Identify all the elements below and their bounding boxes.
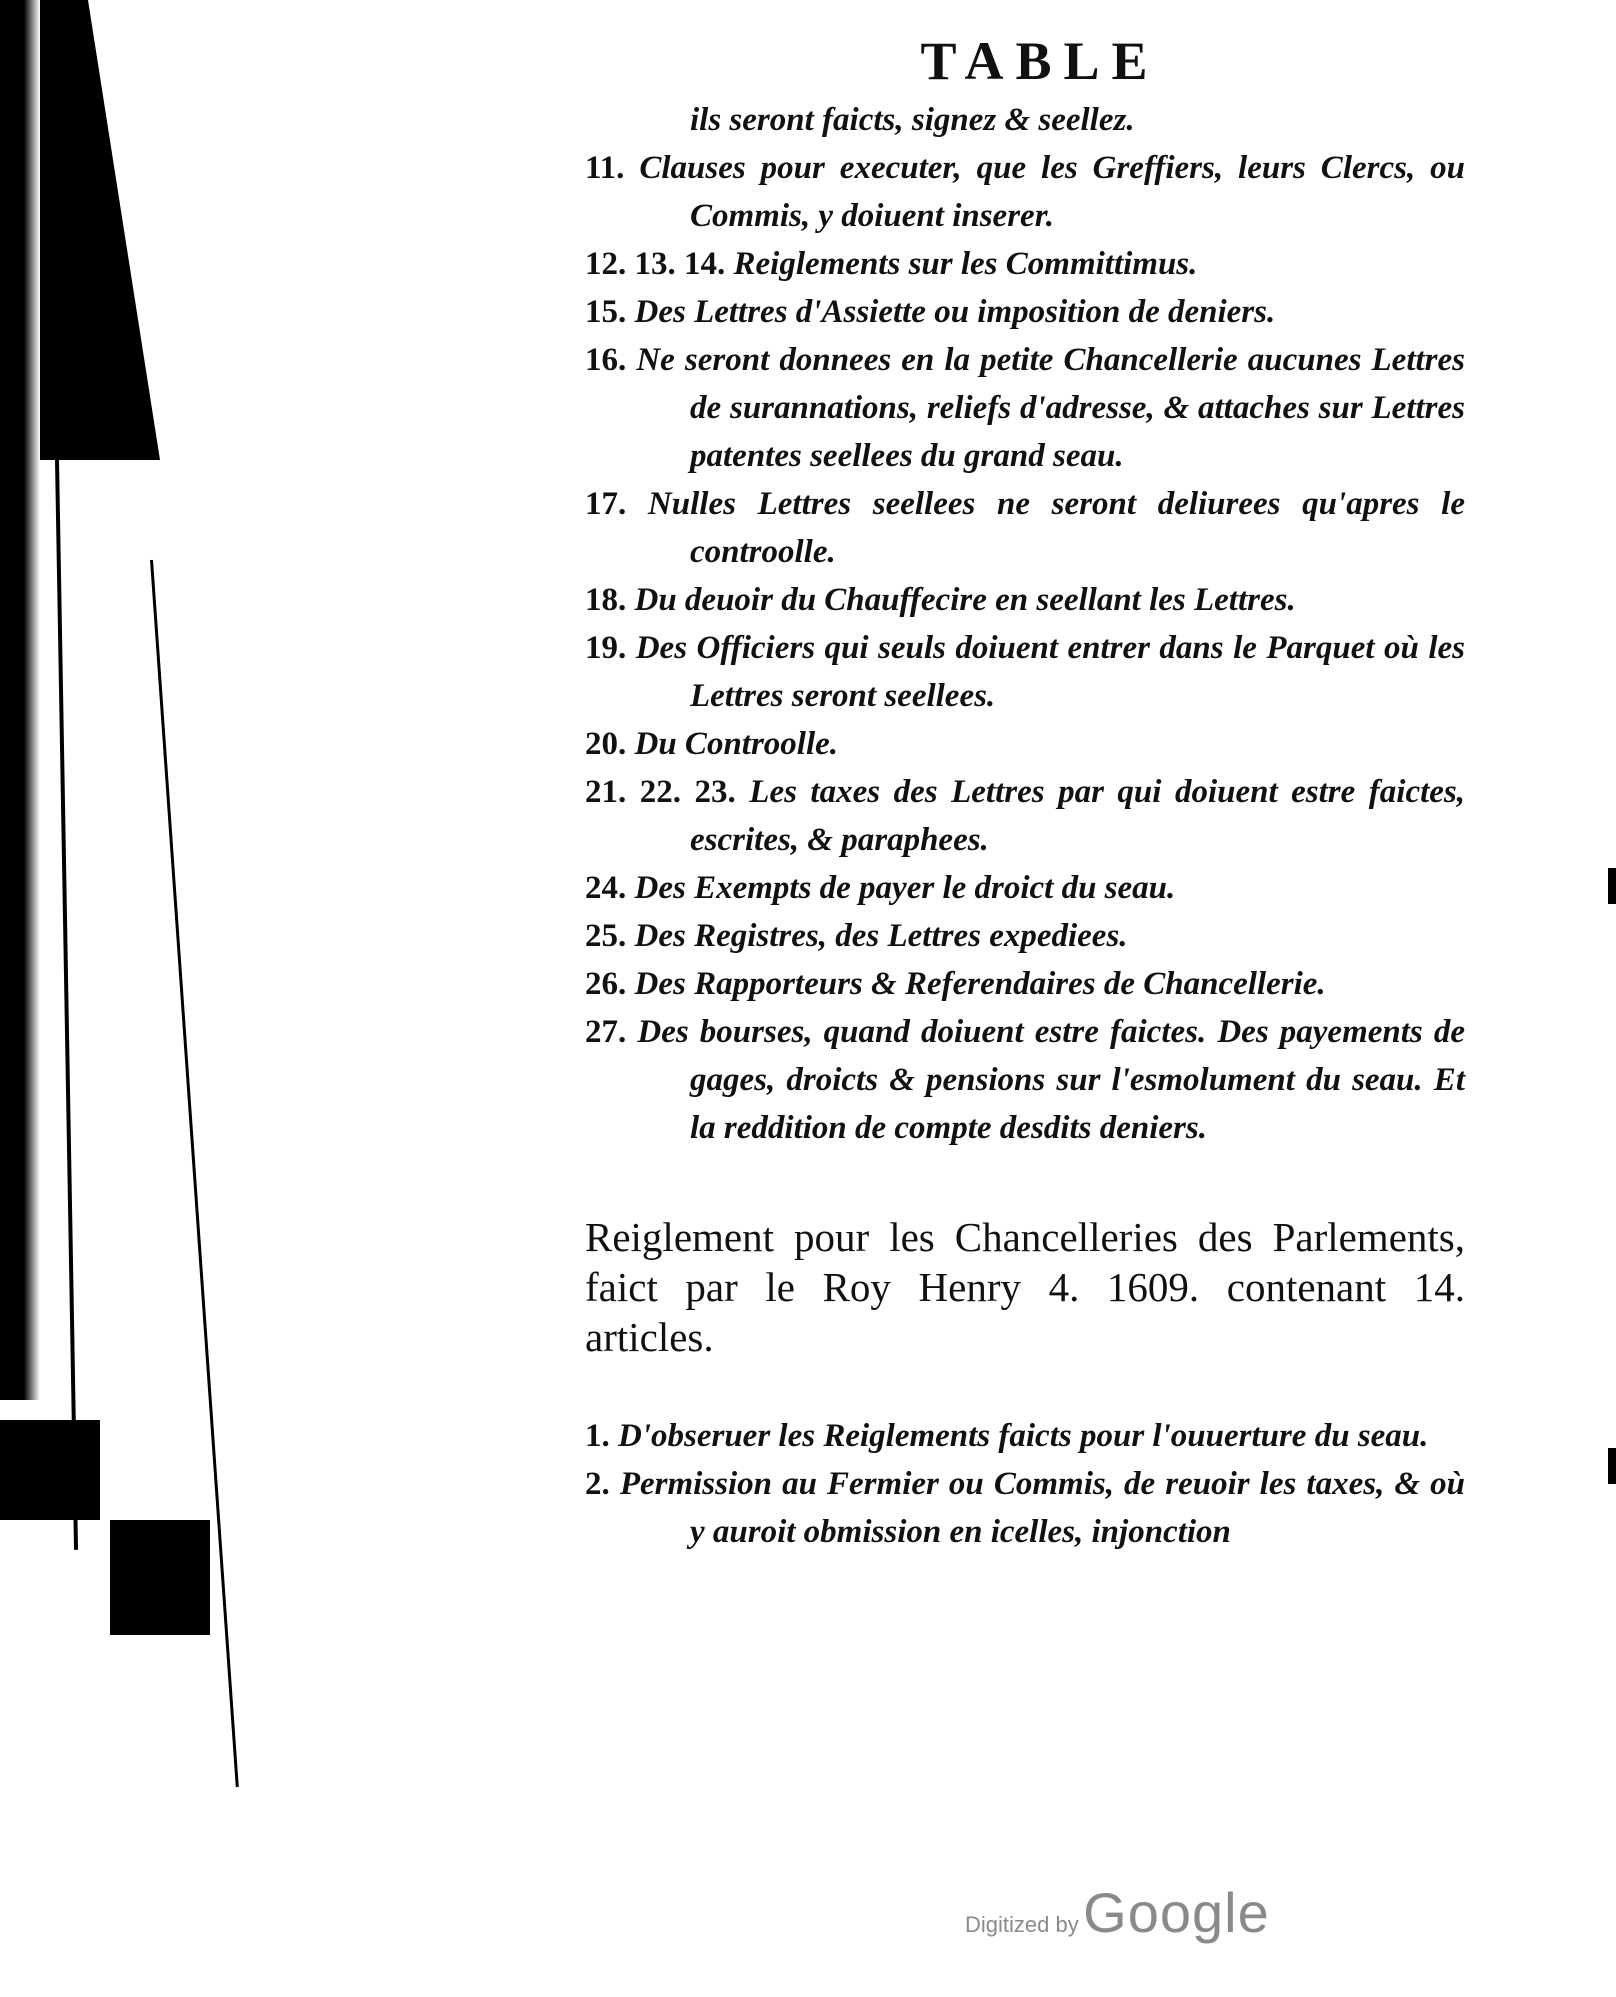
- carry-over-line: ils seront faicts, signez & seellez.: [690, 102, 1135, 138]
- entry-text: Des Exempts de payer le droict du seau.: [634, 870, 1176, 906]
- table-entries-part2: [585, 1412, 1465, 1556]
- entry-text: Des Registres, des Lettres expediees.: [634, 918, 1128, 954]
- entry-number: 27.: [585, 1014, 638, 1050]
- entry-number: 16.: [585, 342, 637, 378]
- entry-text: Des bourses, quand doiuent estre faictes. Des payements de gages, droicts & pensions sur l'esmolument du seau. Et la reddition de compte desdits deniers.: [637, 1014, 1466, 1146]
- entry-number: 26.: [585, 966, 635, 1002]
- entry-text: Du deuoir du Chauffecire en seellant les Lettres.: [634, 582, 1296, 618]
- entry-text: Des Rapporteurs & Referendaires de Chancellerie.: [634, 966, 1326, 1002]
- entry-number: 25.: [585, 918, 635, 954]
- running-head: TABLE: [920, 31, 1160, 91]
- entry-text: Clauses pour executer, que les Greffiers, leurs Clercs, ou Commis, y doiuent inserer.: [639, 150, 1465, 234]
- digitized-watermark: [965, 1880, 1270, 1945]
- watermark-small-text: Digitized by: [965, 1912, 1079, 1937]
- table-entry: [585, 768, 1465, 864]
- table-entry: [585, 720, 1465, 768]
- table-entry: [585, 624, 1465, 720]
- entry-text: Ne seront donnees en la petite Chancellerie aucunes Lettres de surannations, reliefs d'adresse, & attaches sur Lettres patentes seellees du grand seau.: [636, 342, 1466, 474]
- entry-text: D'obseruer les Reiglements faicts pour l'ouuerture du seau.: [618, 1418, 1429, 1454]
- entry-text: Reiglements sur les Committimus.: [733, 246, 1198, 282]
- table-entry: [585, 1412, 1465, 1460]
- checker-block-1: [0, 1420, 100, 1520]
- table-entry: [585, 576, 1465, 624]
- entry-number: 20.: [585, 726, 635, 762]
- checker-block-2: [110, 1520, 210, 1635]
- entry-number: 17.: [585, 486, 648, 522]
- table-entry: [585, 480, 1465, 576]
- entry-number: 21. 22. 23.: [585, 774, 750, 810]
- scan-artifact-dark-strip: [40, 0, 160, 460]
- entry-text: Les taxes des Lettres par qui doiuent estre faictes, escrites, & paraphees.: [690, 774, 1466, 858]
- entry-number: 2.: [585, 1466, 620, 1502]
- page-edge-line: [55, 460, 78, 1550]
- right-edge-mark-2: [1608, 1448, 1616, 1484]
- table-entry: [585, 336, 1465, 480]
- entry-number: 19.: [585, 630, 636, 666]
- entry-text: Du Controolle.: [634, 726, 839, 762]
- table-entry: [585, 144, 1465, 240]
- entry-number: 24.: [585, 870, 635, 906]
- entry-number: 12. 13. 14.: [585, 246, 734, 282]
- table-entry: [585, 864, 1465, 912]
- right-edge-mark-1: [1608, 868, 1616, 904]
- entry-text: Des Officiers qui seuls doiuent entrer dans le Parquet où les Lettres seront seellees.: [635, 630, 1465, 714]
- table-entry: [585, 1460, 1465, 1556]
- table-entry: [585, 288, 1465, 336]
- section-heading: Reiglement pour les Chancelleries des Parlements, faict par le Roy Henry 4. 1609. contenant 14. articles.: [585, 1214, 1465, 1360]
- table-entry: [585, 1008, 1465, 1152]
- table-entry: [585, 912, 1465, 960]
- entry-text: Nulles Lettres seellees ne seront deliurees qu'apres le controolle.: [647, 486, 1466, 570]
- watermark-logo-text: Google: [1083, 1881, 1270, 1944]
- page-text: [585, 30, 1465, 1556]
- entry-text: Des Lettres d'Assiette ou imposition de deniers.: [634, 294, 1276, 330]
- table-entry: [585, 960, 1465, 1008]
- scan-artifact-left-edge: [0, 0, 40, 1400]
- table-entry: [585, 240, 1465, 288]
- entry-number: 11.: [585, 150, 640, 186]
- entry-text: Permission au Fermier ou Commis, de reuoir les taxes, & où y auroit obmission en icelles, injonction: [619, 1466, 1465, 1550]
- entry-number: 1.: [585, 1418, 618, 1454]
- table-entries-part1: [585, 144, 1465, 1152]
- entry-number: 18.: [585, 582, 635, 618]
- entry-number: 15.: [585, 294, 635, 330]
